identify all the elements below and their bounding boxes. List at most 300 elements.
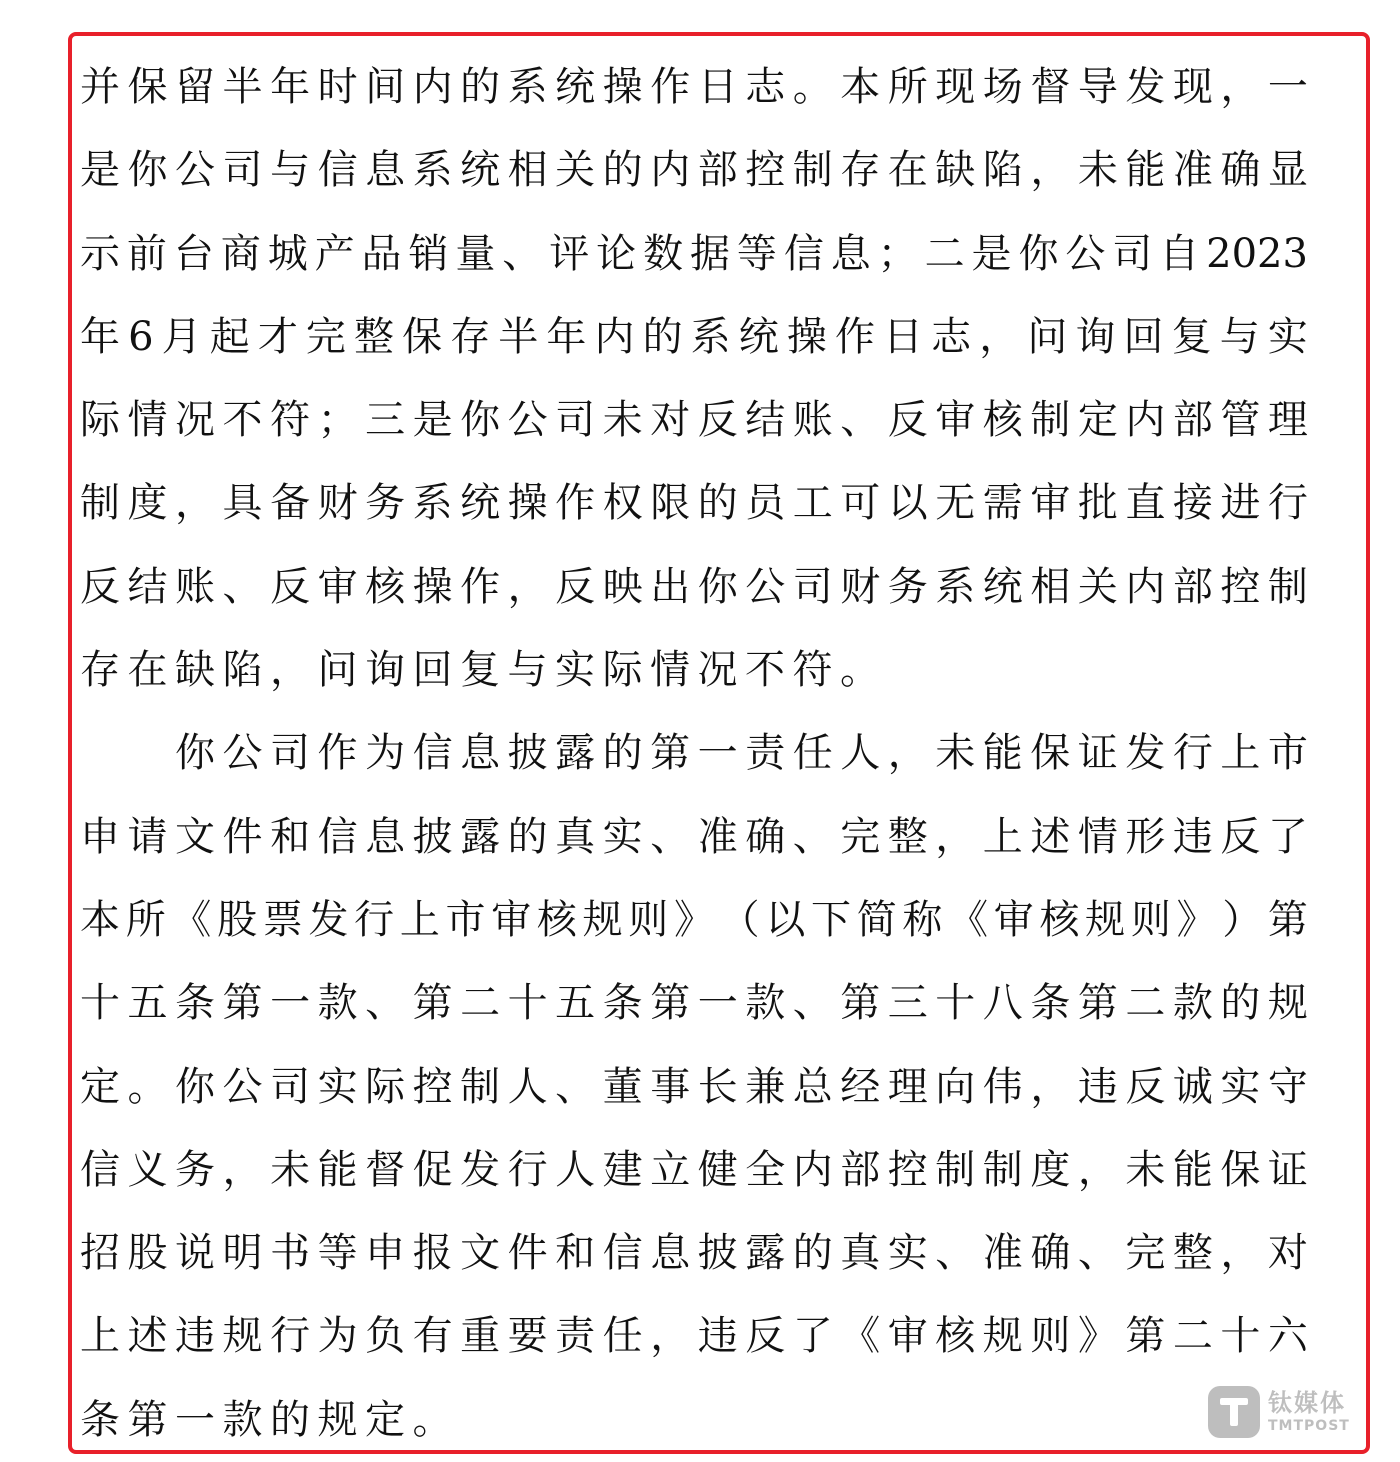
glyph: 审: [935, 397, 976, 444]
glyph: 审: [491, 896, 532, 943]
glyph: 第: [222, 980, 263, 1027]
glyph: 商: [220, 230, 261, 277]
glyph: 人: [840, 730, 881, 777]
glyph: 上: [1220, 730, 1261, 777]
glyph: 际: [602, 647, 650, 694]
glyph: 日: [697, 64, 738, 110]
glyph: 。: [840, 647, 888, 694]
glyph: 统: [555, 64, 596, 110]
glyph: 董: [602, 1063, 643, 1110]
glyph: 申: [80, 813, 120, 860]
glyph: 在: [887, 147, 928, 194]
glyph: 司: [555, 397, 596, 444]
glyph: 半: [498, 313, 539, 360]
glyph: 未: [1077, 147, 1118, 194]
glyph: 据: [689, 230, 730, 277]
glyph: 2023: [1206, 230, 1308, 277]
text-line: [80, 879, 1308, 962]
glyph: 与: [1219, 313, 1260, 360]
glyph: 披: [412, 813, 453, 860]
glyph: 能: [982, 730, 1023, 777]
glyph: 信: [412, 730, 453, 777]
glyph: 义: [127, 1146, 168, 1193]
glyph: 了: [792, 1313, 833, 1360]
text-line: [80, 962, 1308, 1045]
glyph: 况: [175, 397, 216, 444]
glyph: 、: [365, 980, 406, 1027]
glyph: 十: [507, 980, 548, 1027]
glyph: 为: [365, 730, 406, 777]
glyph: 管: [1220, 397, 1261, 444]
glyph: 反: [555, 563, 596, 610]
glyph: 内: [1125, 397, 1166, 444]
text-line: [80, 546, 1308, 629]
glyph: 能: [1125, 147, 1166, 194]
glyph: 定: [365, 1396, 413, 1443]
glyph: 并: [80, 64, 120, 110]
glyph: 账: [792, 397, 833, 444]
glyph: 的: [602, 730, 643, 777]
glyph: 制: [982, 1146, 1023, 1193]
glyph: 度: [1030, 1146, 1071, 1193]
text-line: [80, 213, 1308, 296]
glyph: 关: [555, 147, 596, 194]
glyph: 部: [840, 1146, 881, 1193]
glyph: ，: [1077, 1146, 1118, 1193]
glyph: 》: [1176, 896, 1217, 943]
glyph: 陷: [982, 147, 1023, 194]
glyph: 在: [127, 647, 175, 694]
glyph: 与: [507, 647, 555, 694]
glyph: 人: [555, 1146, 596, 1193]
glyph: 第: [1077, 980, 1118, 1027]
glyph: 息: [365, 147, 406, 194]
glyph: 符: [270, 397, 311, 444]
glyph: 司: [1112, 230, 1153, 277]
glyph: 招: [80, 1230, 120, 1277]
glyph: 部: [697, 147, 738, 194]
glyph: 度: [127, 480, 168, 527]
glyph: 结: [745, 397, 786, 444]
glyph: 。: [792, 64, 833, 110]
glyph: ，: [1220, 64, 1261, 110]
glyph: 的: [460, 64, 501, 110]
glyph: 发: [1125, 64, 1166, 110]
glyph: 品: [361, 230, 402, 277]
glyph: 存: [80, 647, 128, 694]
glyph: 条: [175, 980, 216, 1027]
text-line: [80, 1379, 1308, 1462]
glyph: 规: [222, 1313, 263, 1360]
glyph: 评: [549, 230, 590, 277]
glyph: 本: [80, 896, 120, 943]
glyph: 缺: [935, 147, 976, 194]
glyph: 等: [736, 230, 777, 277]
glyph: 的: [792, 1230, 833, 1277]
glyph: 显: [1267, 147, 1308, 194]
glyph: 司: [222, 147, 263, 194]
glyph: 违: [175, 1313, 216, 1360]
glyph: 三: [365, 397, 406, 444]
glyph: 说: [175, 1230, 216, 1277]
glyph: 自: [1159, 230, 1200, 277]
glyph: 股: [127, 1230, 168, 1277]
glyph: 年: [270, 64, 311, 110]
glyph: 一: [697, 730, 738, 777]
glyph: 城: [267, 230, 308, 277]
glyph: 件: [222, 813, 263, 860]
glyph: 公: [507, 397, 548, 444]
glyph: 款: [1172, 980, 1213, 1027]
glyph: 的: [602, 147, 643, 194]
glyph: 存: [840, 147, 881, 194]
glyph: 真: [555, 813, 596, 860]
glyph: 核: [982, 397, 1023, 444]
glyph: 第: [1267, 896, 1308, 943]
glyph: 你: [697, 563, 738, 610]
glyph: 直: [1125, 480, 1166, 527]
glyph: 回: [1123, 313, 1164, 360]
glyph: ，: [1030, 147, 1071, 194]
glyph: 规: [1267, 980, 1308, 1027]
glyph: 限: [650, 480, 691, 527]
glyph: 控: [1220, 563, 1261, 610]
glyph: 情: [127, 397, 168, 444]
glyph: 工: [792, 480, 833, 527]
tmtpost-logo-icon: [1208, 1386, 1260, 1438]
glyph: 问: [1027, 313, 1068, 360]
glyph: 场: [982, 64, 1023, 110]
glyph: ，: [1030, 1063, 1071, 1110]
glyph: 际: [365, 1063, 406, 1110]
glyph: 准: [1172, 147, 1213, 194]
glyph: 作: [834, 313, 875, 360]
glyph: 等: [317, 1230, 358, 1277]
glyph: 守: [1267, 1063, 1308, 1110]
glyph: 信: [317, 813, 358, 860]
glyph: 了: [1267, 813, 1308, 860]
glyph: 理: [887, 1063, 928, 1110]
glyph: 是: [412, 397, 453, 444]
glyph: 公: [222, 1063, 263, 1110]
glyph: 审: [1030, 480, 1071, 527]
glyph: 能: [1172, 1146, 1213, 1193]
glyph: 才: [257, 313, 298, 360]
glyph: 任: [602, 1313, 643, 1360]
glyph: 人: [507, 1063, 548, 1110]
glyph: 统: [460, 147, 501, 194]
glyph: 财: [317, 480, 358, 527]
glyph: 操: [602, 64, 643, 110]
glyph: 未: [270, 1146, 311, 1193]
glyph: 信: [317, 147, 358, 194]
glyph: 具: [222, 480, 263, 527]
glyph: 露: [555, 730, 596, 777]
glyph: 条: [80, 1396, 128, 1443]
glyph: 司: [792, 563, 833, 610]
glyph: 统: [460, 480, 501, 527]
glyph: 完: [840, 813, 881, 860]
glyph: 和: [270, 813, 311, 860]
glyph: 相: [507, 147, 548, 194]
glyph: 反: [270, 563, 311, 610]
glyph: 情: [650, 647, 698, 694]
glyph: 行: [1267, 480, 1308, 527]
glyph: 6: [128, 313, 154, 360]
glyph: 未: [602, 397, 643, 444]
text-line: [80, 1295, 1308, 1378]
glyph: 条: [1030, 980, 1071, 1027]
glyph: 称: [902, 896, 943, 943]
glyph: 审: [993, 896, 1034, 943]
glyph: 确: [1030, 1230, 1071, 1277]
glyph: 情: [1077, 813, 1118, 860]
glyph: 一: [175, 1396, 223, 1443]
watermark-en: TMTPOST: [1268, 1418, 1350, 1434]
glyph: 际: [80, 397, 120, 444]
glyph: 信: [602, 1230, 643, 1277]
glyph: 的: [507, 813, 548, 860]
glyph: 统: [982, 563, 1023, 610]
watermark: [1208, 1382, 1350, 1442]
glyph: 你: [460, 397, 501, 444]
text-line: [80, 379, 1308, 462]
glyph: ，: [222, 1146, 263, 1193]
glyph: 控: [887, 1146, 928, 1193]
glyph: 年: [546, 313, 587, 360]
glyph: 询: [1075, 313, 1116, 360]
glyph: 财: [840, 563, 881, 610]
glyph: 本: [840, 64, 881, 110]
glyph: 审: [317, 563, 358, 610]
glyph: 确: [1220, 147, 1261, 194]
glyph: 件: [507, 1230, 548, 1277]
glyph: 作: [650, 64, 691, 110]
glyph: 需: [982, 480, 1023, 527]
glyph: 述: [1030, 813, 1071, 860]
glyph: ，: [270, 647, 318, 694]
glyph: 健: [697, 1146, 738, 1193]
glyph: 制: [792, 147, 833, 194]
glyph: 你: [1018, 230, 1059, 277]
glyph: 则: [1130, 896, 1171, 943]
glyph: 督: [1030, 64, 1071, 110]
glyph: 司: [270, 730, 311, 777]
glyph: 映: [602, 563, 643, 610]
glyph: 内: [1125, 563, 1166, 610]
glyph: 督: [365, 1146, 406, 1193]
glyph: 二: [1172, 1313, 1213, 1360]
glyph: 五: [127, 980, 168, 1027]
glyph: 向: [935, 1063, 976, 1110]
glyph: 操: [507, 480, 548, 527]
glyph: 任: [792, 730, 833, 777]
glyph: 务: [175, 1146, 216, 1193]
glyph: 询: [365, 647, 413, 694]
glyph: 作: [555, 480, 596, 527]
glyph: 报: [412, 1230, 453, 1277]
glyph: 实: [1267, 313, 1308, 360]
glyph: 违: [1172, 813, 1213, 860]
glyph: 复: [460, 647, 508, 694]
glyph: 要: [507, 1313, 548, 1360]
text-line: [80, 1212, 1308, 1295]
glyph: 信: [80, 1146, 120, 1193]
glyph: 保: [127, 64, 168, 110]
glyph: 六: [1267, 1313, 1308, 1360]
glyph: 。: [412, 1396, 460, 1443]
glyph: 证: [1267, 1146, 1308, 1193]
glyph: 系: [690, 313, 731, 360]
glyph: 《: [840, 1313, 881, 1360]
glyph: 、: [935, 1230, 976, 1277]
glyph: 责: [555, 1313, 596, 1360]
glyph: 权: [602, 480, 643, 527]
glyph: 整: [354, 313, 395, 360]
glyph: ；: [317, 397, 358, 444]
glyph: ，: [979, 313, 1020, 360]
text-line: [80, 46, 1308, 129]
glyph: 实: [317, 1063, 358, 1110]
glyph: 定: [1077, 397, 1118, 444]
glyph: 务: [887, 563, 928, 610]
glyph: 接: [1172, 480, 1213, 527]
glyph: 款: [317, 980, 358, 1027]
glyph: 上: [399, 896, 440, 943]
glyph: 以: [765, 896, 806, 943]
glyph: 二: [924, 230, 965, 277]
glyph: 不: [222, 397, 263, 444]
glyph: 规: [1085, 896, 1126, 943]
glyph: 保: [1220, 1146, 1261, 1193]
glyph: 的: [270, 1396, 318, 1443]
glyph: 核: [1039, 896, 1080, 943]
glyph: 反: [887, 397, 928, 444]
glyph: 制: [80, 480, 120, 527]
glyph: 况: [697, 647, 745, 694]
glyph: 违: [1077, 1063, 1118, 1110]
glyph: 制: [1030, 397, 1071, 444]
glyph: 结: [127, 563, 168, 610]
glyph: 关: [1077, 563, 1118, 610]
glyph: 时: [317, 64, 358, 110]
glyph: 所: [125, 896, 166, 943]
glyph: 不: [745, 647, 793, 694]
glyph: 二: [1125, 980, 1166, 1027]
glyph: 十: [80, 980, 120, 1027]
glyph: 内: [792, 1146, 833, 1193]
glyph: 台: [173, 230, 214, 277]
glyph: 公: [745, 563, 786, 610]
glyph: ，: [507, 563, 548, 610]
text-line: [80, 629, 1308, 712]
glyph: 行: [1172, 730, 1213, 777]
glyph: 操: [786, 313, 827, 360]
glyph: 核: [935, 1313, 976, 1360]
glyph: 整: [1172, 1230, 1213, 1277]
glyph: 经: [840, 1063, 881, 1110]
glyph: 全: [745, 1146, 786, 1193]
glyph: 部: [1172, 563, 1213, 610]
glyph: 作: [460, 563, 501, 610]
glyph: 回: [412, 647, 460, 694]
glyph: 实: [887, 1230, 928, 1277]
glyph: 第: [840, 980, 881, 1027]
glyph: 书: [270, 1230, 311, 1277]
glyph: 露: [745, 1230, 786, 1277]
glyph: 《: [948, 896, 989, 943]
glyph: 统: [738, 313, 779, 360]
glyph: 保: [1030, 730, 1071, 777]
glyph: ，: [1220, 1230, 1261, 1277]
glyph: ，: [650, 1313, 691, 1360]
glyph: 示: [80, 230, 120, 277]
glyph: 证: [1077, 730, 1118, 777]
glyph: 以: [887, 480, 928, 527]
glyph: 实: [602, 813, 643, 860]
text-line: [80, 462, 1308, 545]
glyph: 事: [650, 1063, 691, 1110]
glyph: 导: [1077, 64, 1118, 110]
glyph: 款: [745, 980, 786, 1027]
glyph: 未: [1125, 1146, 1166, 1193]
glyph: 》: [673, 896, 714, 943]
glyph: 对: [1267, 1230, 1308, 1277]
glyph: 志: [745, 64, 786, 110]
glyph: 明: [222, 1230, 263, 1277]
glyph: 量: [455, 230, 496, 277]
glyph: 无: [935, 480, 976, 527]
glyph: 务: [365, 480, 406, 527]
glyph: 员: [745, 480, 786, 527]
glyph: 规: [317, 1396, 365, 1443]
glyph: 内: [412, 64, 453, 110]
glyph: 责: [745, 730, 786, 777]
glyph: 股: [217, 896, 258, 943]
glyph: 为: [317, 1313, 358, 1360]
glyph: 志: [931, 313, 972, 360]
glyph: 的: [697, 480, 738, 527]
glyph: 控: [745, 147, 786, 194]
glyph: 上: [80, 1313, 120, 1360]
glyph: 息: [650, 1230, 691, 1277]
glyph: 产: [314, 230, 355, 277]
glyph: 文: [460, 1230, 501, 1277]
glyph: 第: [650, 980, 691, 1027]
glyph: 票: [262, 896, 303, 943]
glyph: 你: [175, 730, 215, 777]
glyph: 诚: [1172, 1063, 1213, 1110]
glyph: 半: [222, 64, 263, 110]
glyph: 发: [1125, 730, 1166, 777]
glyph: 核: [536, 896, 577, 943]
glyph: 复: [1171, 313, 1212, 360]
glyph: 促: [412, 1146, 453, 1193]
glyph: 、: [1077, 1230, 1118, 1277]
glyph: 规: [982, 1313, 1023, 1360]
glyph: 则: [628, 896, 669, 943]
glyph: 符: [792, 647, 840, 694]
glyph: 、: [650, 813, 691, 860]
glyph: 第: [650, 730, 691, 777]
glyph: 数: [643, 230, 684, 277]
glyph: 准: [697, 813, 738, 860]
glyph: 现: [935, 64, 976, 110]
glyph: 进: [1220, 480, 1261, 527]
glyph: 、: [502, 230, 543, 277]
glyph: 所: [887, 64, 928, 110]
glyph: 披: [697, 1230, 738, 1277]
